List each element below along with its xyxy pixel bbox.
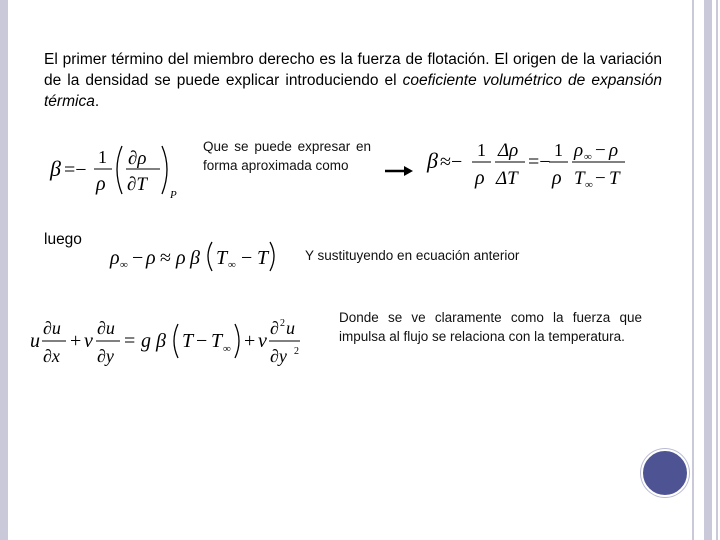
svg-text:ρ: ρ [110, 247, 120, 269]
svg-text:∞: ∞ [228, 259, 236, 271]
svg-text:T: T [182, 330, 194, 352]
svg-text:≈−: ≈− [440, 151, 463, 173]
svg-text:∞: ∞ [585, 179, 593, 191]
svg-text:β: β [156, 330, 166, 352]
svg-text:−: − [595, 140, 606, 161]
svg-text:1: 1 [477, 140, 486, 160]
svg-text:+: + [70, 330, 82, 352]
svg-text:∂: ∂ [270, 318, 279, 338]
svg-text:1: 1 [98, 147, 107, 167]
svg-text:ρ: ρ [146, 247, 156, 269]
svg-text:∞: ∞ [120, 259, 128, 271]
svg-text:−: − [196, 330, 208, 352]
svg-text:∂u: ∂u [43, 318, 61, 338]
slide-circle-ornament [641, 449, 689, 497]
left-decorative-bar [0, 0, 8, 540]
svg-text:u: u [286, 318, 295, 338]
svg-text:v: v [84, 330, 93, 352]
svg-text:β: β [50, 156, 61, 181]
svg-text:g: g [141, 330, 151, 352]
svg-text:T: T [609, 168, 620, 189]
svg-text:−: − [595, 168, 606, 189]
svg-text:=−: =− [64, 159, 87, 181]
expression-note: Que se puede expresar en forma aproximada como [203, 139, 371, 173]
svg-text:∂T: ∂T [127, 174, 147, 195]
luego-label: luego [44, 231, 82, 248]
momentum-equation [30, 312, 330, 377]
svg-text:β: β [427, 148, 438, 173]
svg-text:P: P [170, 189, 177, 201]
svg-text:T: T [216, 247, 228, 269]
svg-text:≈: ≈ [160, 247, 171, 269]
svg-text:−: − [132, 247, 144, 269]
svg-text:+: + [244, 330, 256, 352]
svg-text:T: T [211, 330, 223, 352]
svg-text:∞: ∞ [584, 151, 592, 163]
right-decorative-line [692, 0, 694, 540]
svg-text:ρ: ρ [96, 173, 106, 195]
svg-text:T: T [574, 168, 585, 189]
svg-text:ρ: ρ [574, 140, 584, 161]
right-arrow-icon [385, 164, 413, 182]
svg-text:β: β [190, 247, 200, 269]
substitution-note: Y sustituyendo en ecuación anterior [305, 248, 520, 263]
svg-text:2: 2 [294, 346, 299, 357]
svg-text:u: u [30, 330, 40, 352]
svg-text:Δρ: Δρ [498, 140, 519, 161]
svg-text:∂y: ∂y [97, 346, 114, 366]
svg-text:∂x: ∂x [43, 346, 60, 366]
conclusion-note: Donde se ve claramente como la fuerza que impulsa al flujo se relaciona con la temperatura. [339, 310, 642, 344]
svg-text:T: T [257, 247, 269, 269]
svg-text:=−: =− [528, 151, 551, 173]
intro-paragraph [44, 49, 662, 112]
svg-text:v: v [258, 330, 267, 352]
beta-approximation-equation [425, 134, 635, 199]
svg-text:ΔT: ΔT [496, 168, 518, 189]
svg-text:ρ: ρ [176, 247, 186, 269]
svg-text:ρ: ρ [552, 167, 562, 189]
svg-text:1: 1 [554, 140, 563, 160]
density-difference-equation [108, 238, 283, 279]
svg-text:ρ: ρ [475, 167, 485, 189]
svg-text:=: = [124, 330, 136, 352]
right-decorative-bar [704, 0, 712, 540]
svg-text:−: − [241, 247, 253, 269]
right-decorative-line-outer [716, 0, 718, 540]
intro-text: El primer término del miembro derecho es la fuerza de flotación. El origen de la variación de la densidad se puede explicar introduciendo el [44, 51, 662, 89]
svg-text:2: 2 [280, 318, 285, 329]
svg-text:ρ: ρ [609, 140, 619, 161]
beta-definition-equation [48, 138, 183, 209]
svg-text:∂u: ∂u [97, 318, 115, 338]
intro-end: . [94, 93, 100, 110]
svg-text:∂ρ: ∂ρ [128, 148, 147, 169]
svg-text:∂y: ∂y [270, 346, 287, 366]
intro-emphasis: coeficiente volumétrico de expansión térmica [44, 72, 663, 110]
svg-text:∞: ∞ [223, 343, 231, 355]
